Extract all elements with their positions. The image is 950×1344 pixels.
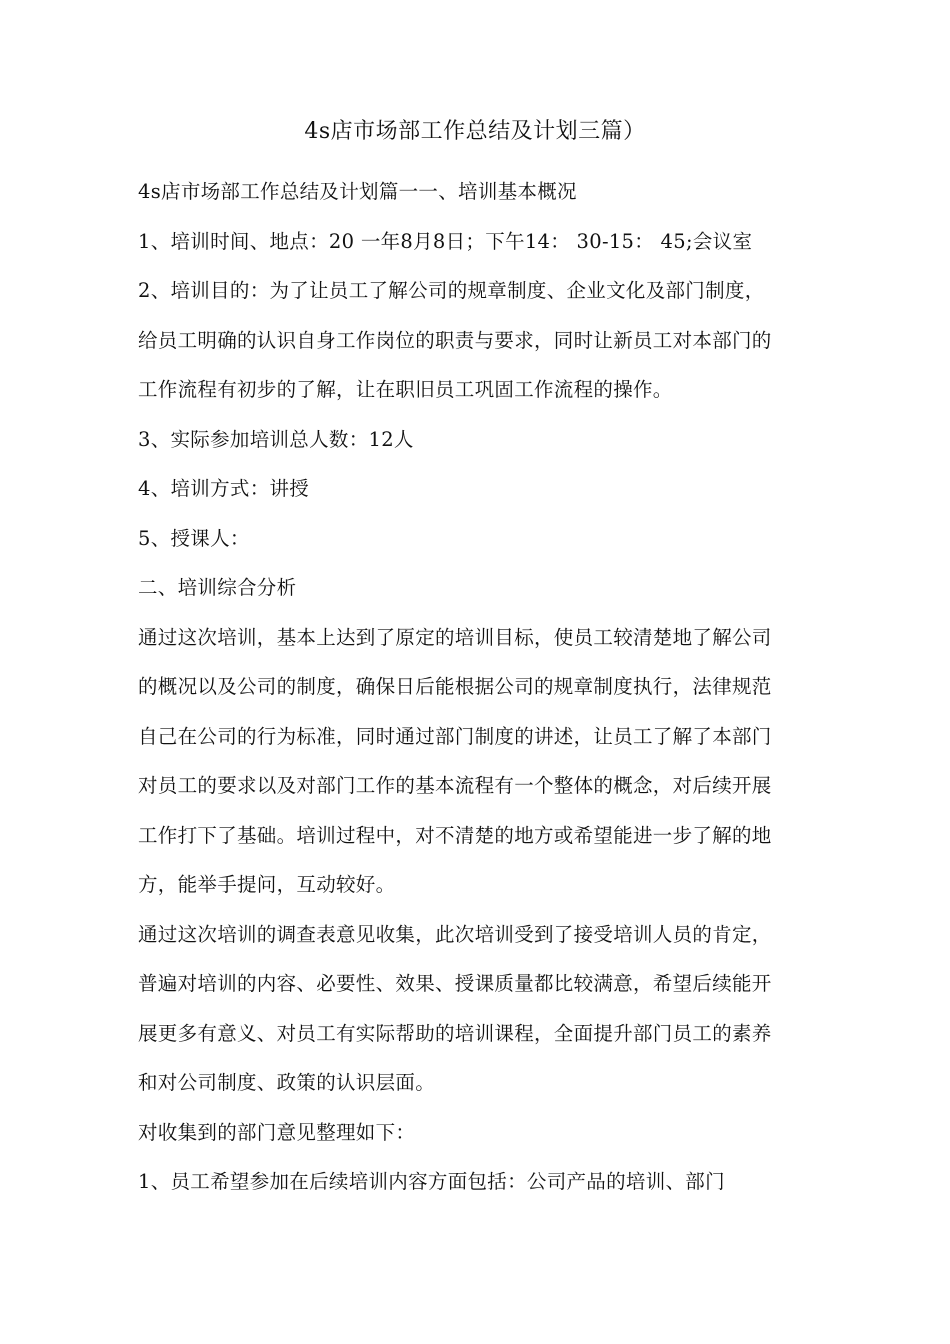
text-line-15: 方，能举手提问，互动较好。 [138,873,396,896]
text-line-11: 的概况以及公司的制度，确保日后能根据公司的规章制度执行，法律规范 [138,675,772,698]
text-line-7: 4、培训方式：讲授 [138,477,310,500]
text-line-2: 1、培训时间、地点：20 一年8月8日；下午14： 30-15： 45;会议室 [138,229,753,253]
text-line-12: 自己在公司的行为标准，同时通过部门制度的讲述，让员工了解了本部门 [138,724,772,748]
text-line-13: 对员工的要求以及对部门工作的基本流程有一个整体的概念，对后续开展 [138,774,772,797]
text-line-14: 工作打下了基础。培训过程中，对不清楚的地方或希望能进一步了解的地 [138,823,772,847]
text-line-16: 通过这次培训的调查表意见收集，此次培训受到了接受培训人员的肯定， [138,922,772,946]
text-line-1: 4s店市场部工作总结及计划篇一一、培训基本概况 [138,180,577,203]
document-title: 4s店市场部工作总结及计划三篇） [304,119,646,144]
document-body [138,167,828,1207]
text-line-8: 5、授课人： [138,526,250,550]
text-line-3: 2、培训目的：为了让员工了解公司的规章制度、企业文化及部门制度， [138,279,765,302]
text-line-19: 和对公司制度、政策的认识层面。 [138,1071,436,1094]
text-line-18: 展更多有意义、对员工有实际帮助的培训课程，全面提升部门员工的素养 [138,1021,772,1045]
text-line-17: 普遍对培训的内容、必要性、效果、授课质量都比较满意，希望后续能开 [138,972,772,995]
text-line-20: 对收集到的部门意见整理如下： [138,1120,416,1144]
text-line-9: 二、培训综合分析 [138,576,297,599]
text-line-4: 给员工明确的认识自身工作岗位的职责与要求，同时让新员工对本部门的 [138,328,772,352]
text-line-6: 3、实际参加培训总人数：12人 [138,427,414,451]
text-line-21: 1、员工希望参加在后续培训内容方面包括：公司产品的培训、部门 [138,1170,725,1193]
text-line-5: 工作流程有初步的了解，让在职旧员工巩固工作流程的操作。 [138,378,673,401]
text-line-10: 通过这次培训，基本上达到了原定的培训目标，使员工较清楚地了解公司 [138,625,772,649]
